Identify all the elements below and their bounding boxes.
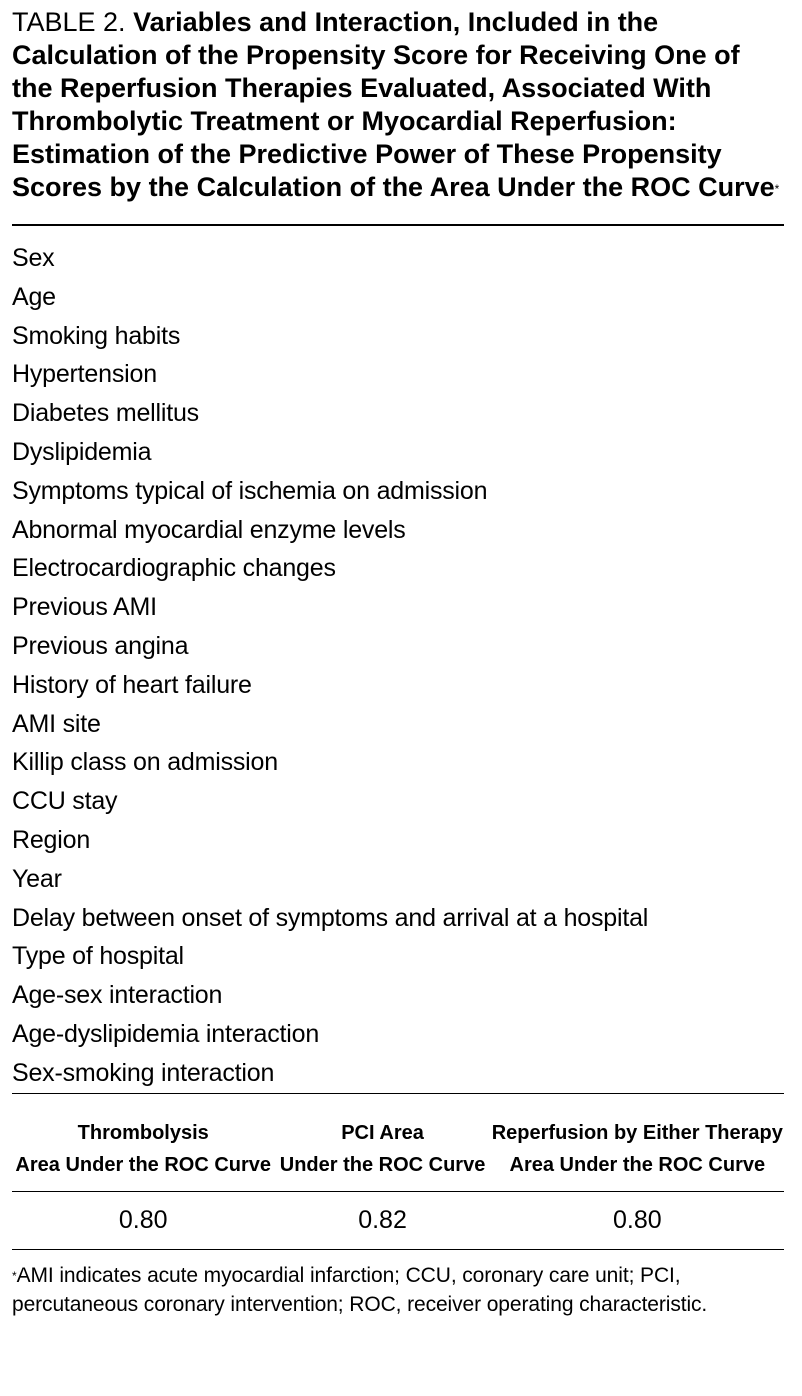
table-row <box>12 1191 784 1249</box>
list-item: Region <box>12 825 91 854</box>
list-item: Symptoms typical of ischemia on admission <box>12 476 488 505</box>
list-item: Killip class on admission <box>12 748 278 777</box>
list-item: Hypertension <box>12 360 157 389</box>
table-page <box>12 6 784 1319</box>
value-pci-auc: 0.82 <box>358 1205 407 1234</box>
header-pci-auc: PCI Area Under the ROC Curve <box>274 1103 490 1192</box>
section-rule <box>12 1093 784 1094</box>
value-either-therapy-auc: 0.80 <box>612 1205 662 1234</box>
list-item: Electrocardiographic changes <box>12 554 336 583</box>
footnote-text: AMI indicates acute myocardial infarction; CCU, coronary care unit; PCI, percutaneous coronary intervention; ROC, receiver operating characteristic. <box>12 1263 708 1316</box>
list-item: Dyslipidemia <box>12 437 152 466</box>
table-label: TABLE 2. <box>12 7 126 37</box>
list-item: Age-sex interaction <box>12 981 223 1010</box>
list-item: Smoking habits <box>12 321 181 350</box>
table-title <box>12 6 784 204</box>
table-title-text: Variables and Interaction, Included in the Calculation of the Propensity Score for Receiving One of the Reperfusion Therapies Evaluated, Associated With Thrombolytic Treatment or Myocardial Reperfusion: Estimation of the Predictive Power of These Propensity Scores by the Calculation of the Area Under the ROC Curve <box>12 7 775 202</box>
header-either-therapy-auc: Reperfusion by Either Therapy Area Under the ROC Curve <box>491 1103 784 1192</box>
list-item: Sex-smoking interaction <box>12 1058 275 1087</box>
footnote-marker: * <box>12 1268 17 1283</box>
auc-table <box>12 1103 784 1249</box>
list-item: Age <box>12 282 56 311</box>
list-item: History of heart failure <box>12 670 252 699</box>
value-thrombolysis-auc: 0.80 <box>118 1205 168 1234</box>
list-item: Type of hospital <box>12 942 184 971</box>
list-item: Delay between onset of symptoms and arrival at a hospital <box>12 903 649 932</box>
list-item: Age-dyslipidemia interaction <box>12 1019 320 1048</box>
table-header-row <box>12 1103 784 1192</box>
list-item: Sex <box>12 244 55 272</box>
variable-list <box>12 226 784 1093</box>
list-item: CCU stay <box>12 787 118 816</box>
list-item: Year <box>12 864 62 893</box>
list-item: AMI site <box>12 709 101 738</box>
list-item: Previous angina <box>12 631 189 660</box>
list-item: Diabetes mellitus <box>12 399 199 428</box>
header-thrombolysis-auc: Thrombolysis Area Under the ROC Curve <box>12 1103 274 1192</box>
list-item: Previous AMI <box>12 593 157 622</box>
title-footnote-marker: * <box>774 182 780 196</box>
table-footnote <box>12 1249 784 1319</box>
list-item: Abnormal myocardial enzyme levels <box>12 515 406 544</box>
